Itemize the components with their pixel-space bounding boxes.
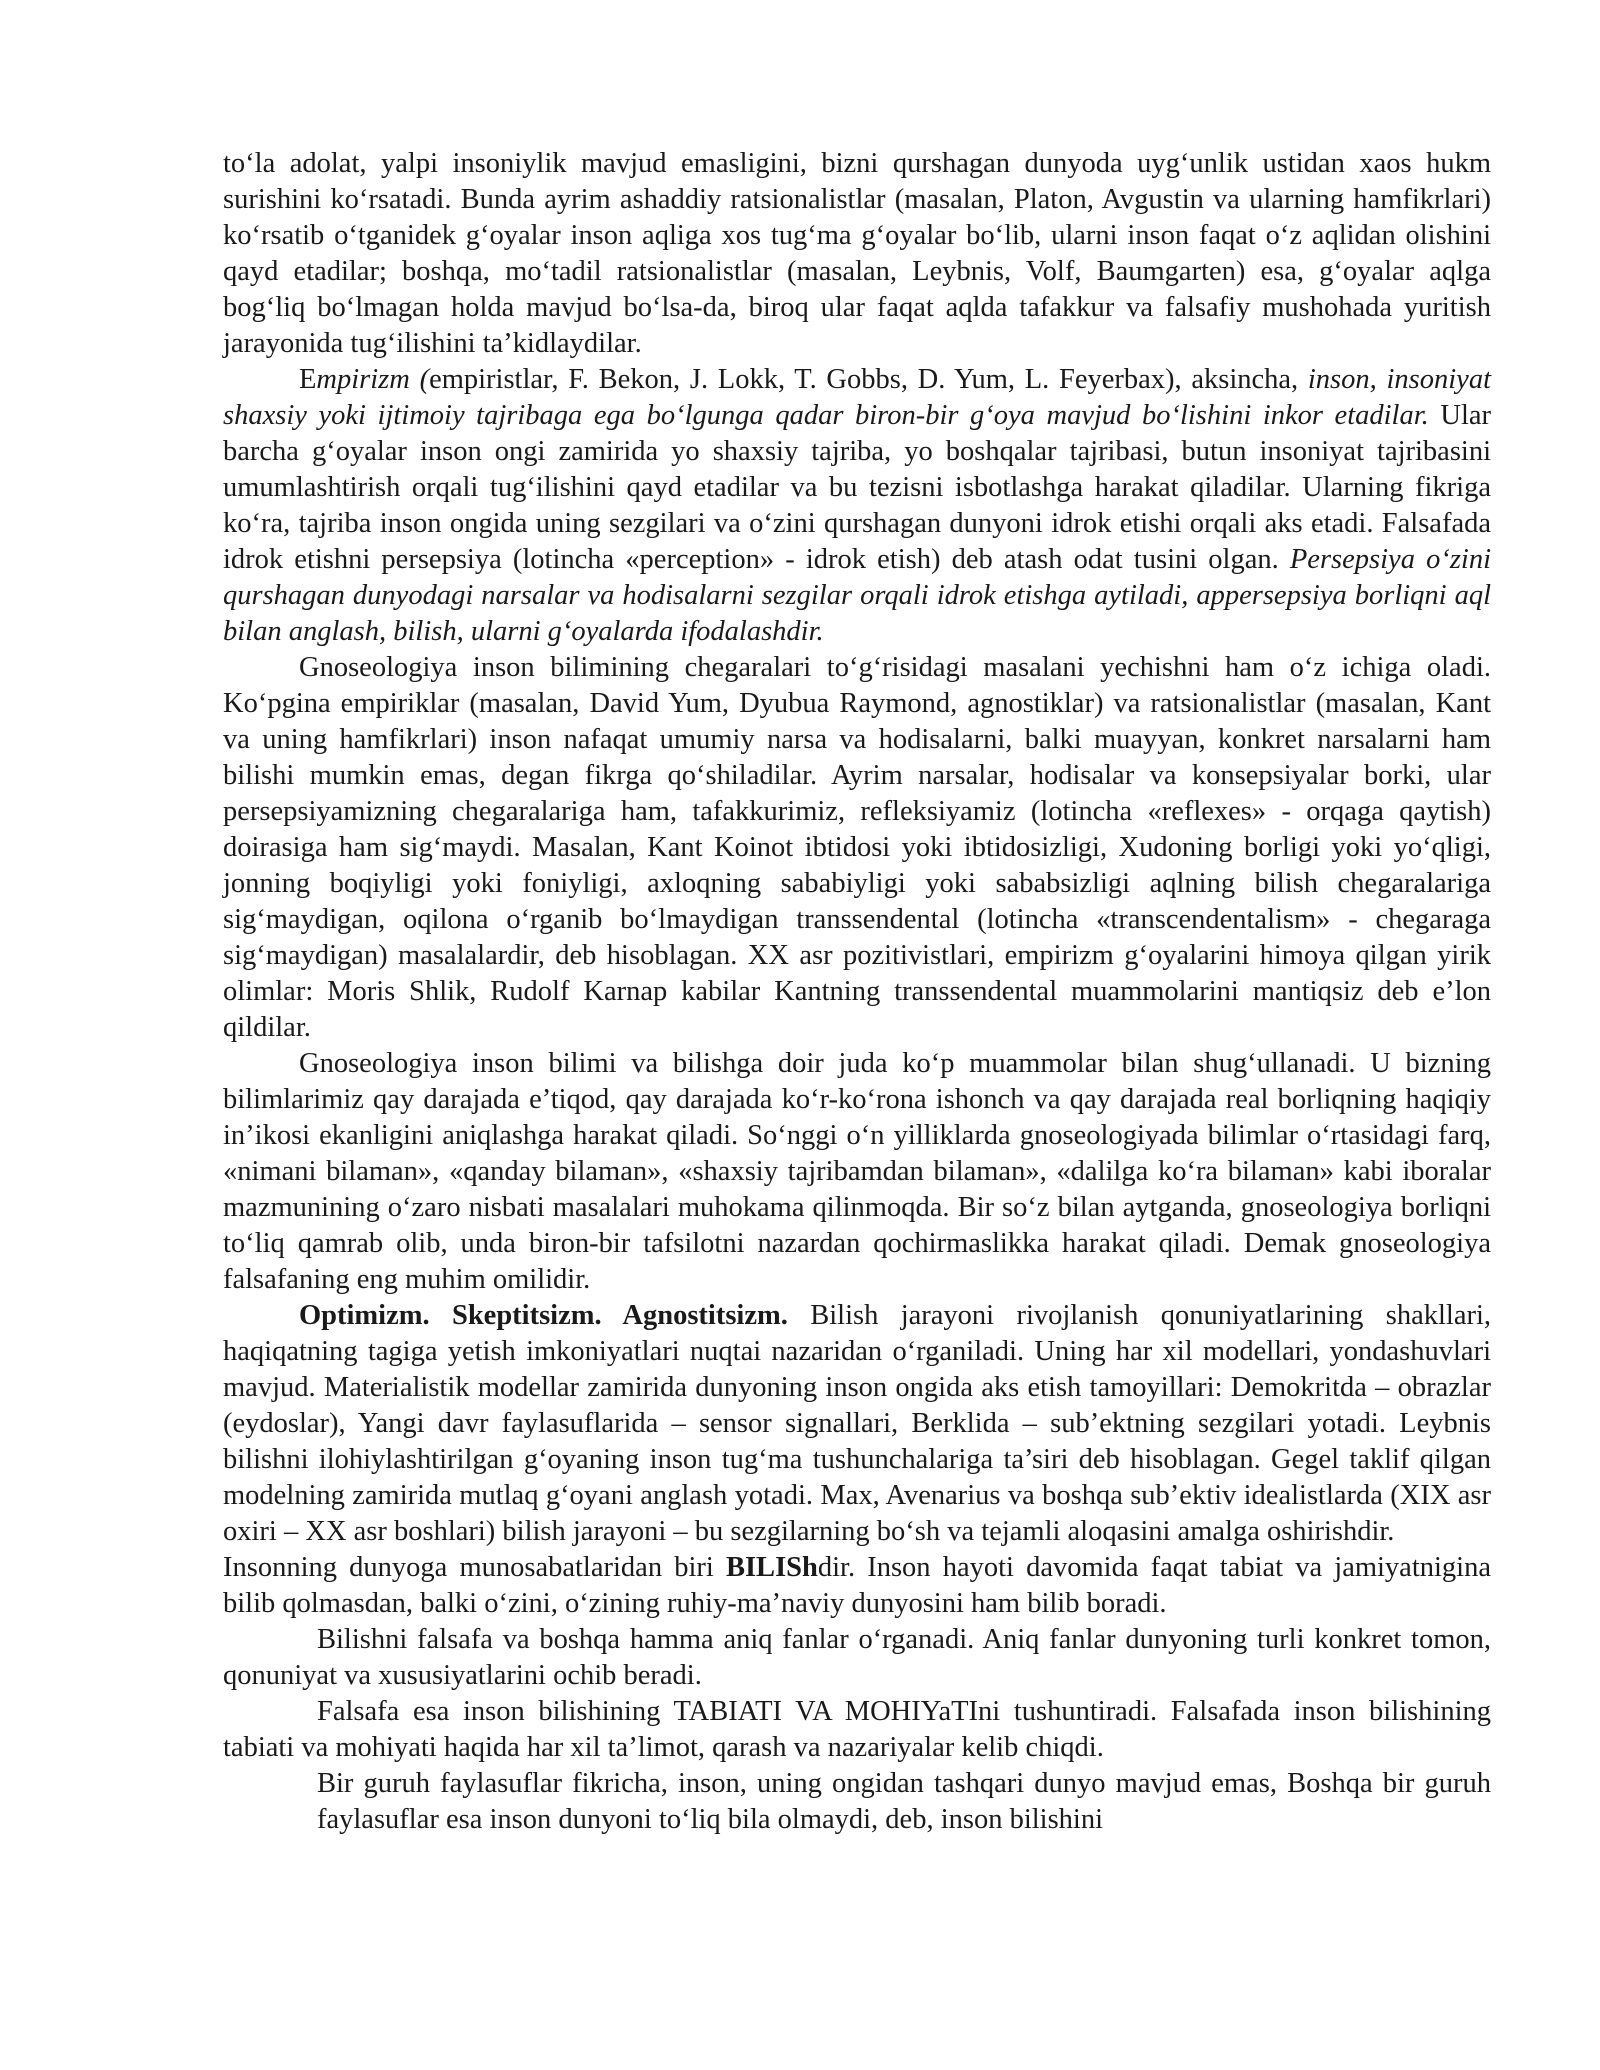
section-heading: Optimizm. Skeptitsizm. Agnostitsizm. <box>299 1300 788 1331</box>
paragraph-philosophy-nature: Falsafa esa inson bilishining TABIATI VA MOHIYaTIni tushuntiradi. Falsafada inson bilishining tabiati va mohiyati haqida har xil ta’limot, qarash va nazariyalar kelib chiqdi. <box>223 1696 1491 1763</box>
empiricism-thesis: inson, insoniyat shaxsiy yoki ijtimoiy tajribaga ega bo‘lgunga qadar biron-bir g‘oya mavjud bo‘lishini inkor etadilar. <box>223 364 1491 431</box>
paragraph-philosophers-views: Bir guruh faylasuflar fikricha, inson, uning ongidan tashqari dunyo mavjud emas, Boshqa bir guruh faylasuflar esa inson dunyoni to‘liq bila olmaydi, deb, inson bilishini <box>317 1768 1491 1835</box>
paragraph-limits-of-knowledge: Gnoseologiya inson bilimining chegaralari to‘g‘risidagi masalani yechishni ham o‘z ichiga oladi. Ko‘pgina empiriklar (masalan, David Yum, Dyubua Raymond, agnostiklar) va ratsionalistlar (masalan, Kant va uning hamfikrlari) inson nafaqat umumiy narsa va hodisalarni, balki muayyan, konkret narsalarni ham bilishi mumkin emas, degan fikrga qo‘shiladilar. Ayrim narsalar, hodisalar va konsepsiyalar borki, ular persepsiyamizning chegaralariga ham, tafakkurimiz, refleksiyamiz (lotincha «reflexes» - orqaga qaytish) doirasiga ham sig‘maydi. Masalan, Kant Koinot ibtidosi yoki ibtidosizligi, Xudoning borligi yoki yo‘qligi, jonning boqiyligi yoki foniyligi, axloqning sababiyligi yoki sababsizligi aqlning bilish chegaralariga sig‘maydigan, oqilona o‘rganib bo‘lmaydigan transsendental (lotincha «transcendentalism» - chegaraga sig‘maydigan) masalalardir, deb hisoblagan. XX asr pozitivistlari, empirizm g‘oyalarini himoya qilgan yirik olimlar: Moris Shlik, Rudolf Karnap kabilar Kantning transsendental muammolarini mantiqsiz deb e’lon qildilar. <box>223 652 1491 1043</box>
empiricism-names: empiristlar, F. Bekon, J. Lokk, T. Gobbs, D. Yum, L. Feyerbax), aksincha, <box>429 364 1308 395</box>
paragraph-rationalism: to‘la adolat, yalpi insoniylik mavjud emasligini, bizni qurshagan dunyoda uyg‘unlik ustidan xaos hukm surishini ko‘rsatadi. Bunda ayrim ashaddiy ratsionalistlar (masalan, Platon, Avgustin va ularning hamfikrlari) ko‘rsatib o‘tganidek g‘oyalar inson aqliga xos tug‘ma g‘oyalar bo‘lib, ularni inson faqat o‘z aqlidan olishini qayd etadilar; boshqa, mo‘tadil ratsionalistlar (masalan, Leybnis, Volf, Baumgarten) esa, g‘oyalar aqlga bog‘liq bo‘lmagan holda mavjud bo‘lsa-da, biroq ular faqat aqlda tafakkur va falsafiy mushohada yuritish jarayonida tug‘ilishini ta’kidlaydilar. <box>223 148 1491 359</box>
paragraph-optimism-skepticism <box>223 1298 1491 1550</box>
empiricism-term: mpirizm ( <box>316 364 430 395</box>
empiricism-text: Ular barcha g‘oyalar inson ongi zamirida yo shaxsiy tajriba, yo boshqalar tajribasi, butun insoniyat tajribasini umumlashtirish orqali tug‘ilishini qayd etadilar va bu tezisni isbotlashga harakat qiladilar. Ularning fikriga ko‘ra, tajriba inson ongida uning sezgilari va o‘zini qurshagan dunyoni idrok etishi orqali aks etadi. Falsafada idrok etishni persepsiya (lotincha «perception» - idrok etish) deb atash odat tusini olgan. <box>223 400 1492 575</box>
paragraph-gnoseology-problems: Gnoseologiya inson bilimi va bilishga doir juda ko‘p muammolar bilan shug‘ullanadi. U bizning bilimlarimiz qay darajada e’tiqod, qay darajada ko‘r-ko‘rona ishonch va qay darajada real borliqning haqiqiy in’ikosi ekanligini aniqlashga harakat qiladi. So‘nggi o‘n yilliklarda gnoseologiyada bilimlar o‘rtasidagi farq, «nimani bilaman», «qanday bilaman», «shaxsiy tajribamdan bilaman», «dalilga ko‘ra bilaman» kabi iboralar mazmunining o‘zaro nisbati masalalari muhokama qilinmoqda. Bir so‘z bilan aytganda, gnoseologiya borliqni to‘liq qamrab olib, unda biron-bir tafsilotni nazardan qochirmaslikka harakat qiladi. Demak gnoseologiya falsafaning eng muhim omilidir. <box>223 1048 1491 1295</box>
paragraph-sciences: Bilishni falsafa va boshqa hamma aniq fanlar o‘rganadi. Aniq fanlar dunyoning turli konkret tomon, qonuniyat va xususiyatlarini ochib beradi. <box>223 1624 1491 1691</box>
paragraph-cognition <box>223 1550 1491 1622</box>
cognition-lead: Insonning dunyoga munosabatlaridan biri <box>223 1552 726 1583</box>
cognition-term: BILISh <box>725 1552 818 1583</box>
section-text: Bilish jarayoni rivojlanish qonuniyatlarining shakllari, haqiqatning tagiga yetish imkoniyatlari nuqtai nazaridan o‘rganiladi. Uning har xil modellari, yondashuvlari mavjud. Materialistik modellar zamirida dunyoning inson ongida aks etish tamoyillari: Demokritda – obrazlar (eydoslar), Yangi davr faylasuflarida – sensor signallari, Berklida – sub’ektning sezgilari yotadi. Leybnis bilishni ilohiylashtirilgan g‘oyaning inson tug‘ma tushunchalariga ta’siri deb hisoblagan. Gegel taklif qilgan modelning zamirida mutlaq g‘oyani anglash yotadi. Max, Avenarius va boshqa sub’ektiv idealistlarda (XIX asr oxiri – XX asr boshlari) bilish jarayoni – bu sezgilarning bo‘sh va tejamli aloqasini amalga oshirishdir. <box>223 1300 1492 1547</box>
empiricism-initial: E <box>299 364 317 395</box>
document-page <box>223 146 1491 1838</box>
cognition-text: dir. Inson hayoti davomida faqat tabiat va jamiyatnigina bilib qolmasdan, balki o‘zini, o‘zining ruhiy-ma’naviy dunyosini ham bilib boradi. <box>223 1552 1491 1619</box>
paragraph-empiricism <box>223 362 1491 650</box>
perception-definition: Persepsiya o‘zini qurshagan dunyodagi narsalar va hodisalarni sezgilar orqali idrok etishga aytiladi, appersepsiya borliqni aql bilan anglash, bilish, ularni g‘oyalarda ifodalashdir. <box>223 544 1491 647</box>
